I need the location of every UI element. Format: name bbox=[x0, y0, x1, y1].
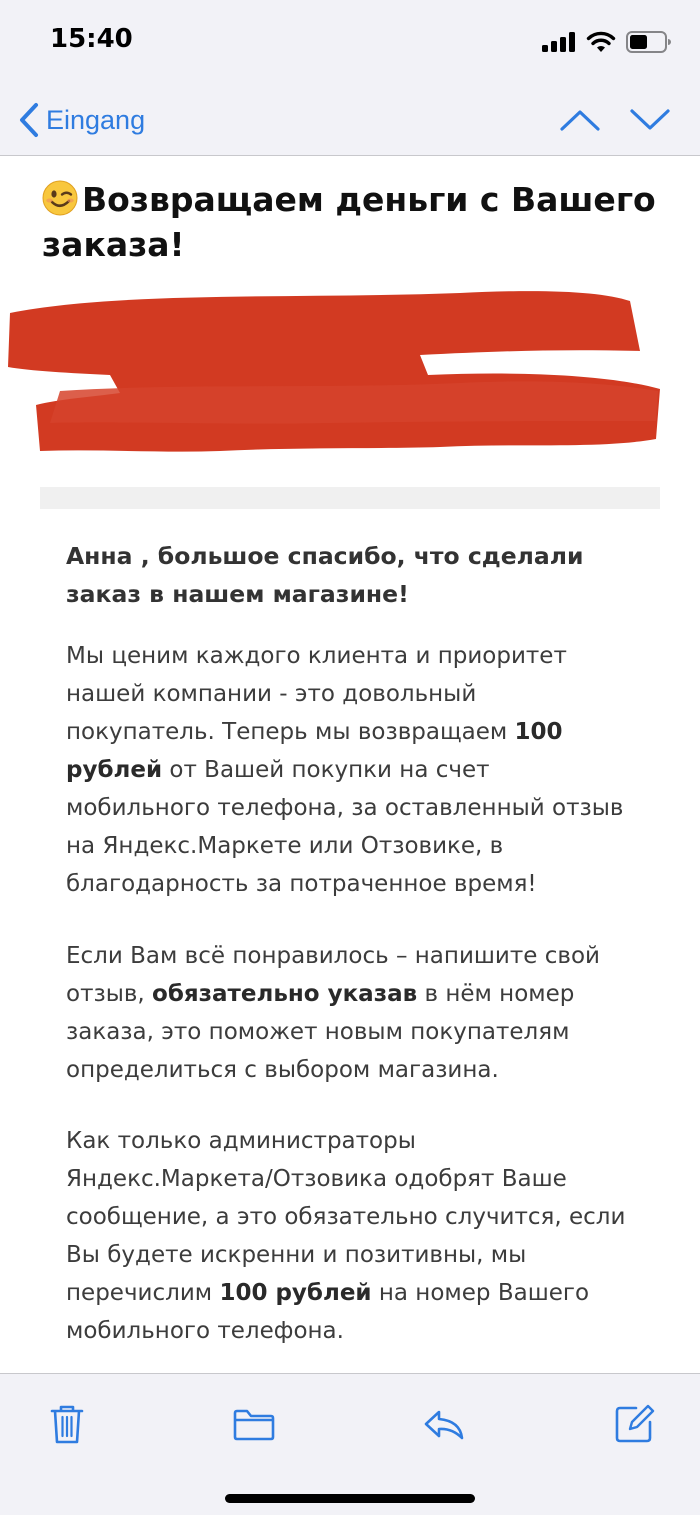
redaction-overlay bbox=[0, 271, 700, 531]
battery-icon bbox=[626, 31, 672, 53]
para3-bold: 100 рублей bbox=[219, 1280, 372, 1306]
winking-face-icon bbox=[42, 180, 78, 216]
wifi-icon bbox=[586, 31, 616, 53]
folder-icon[interactable] bbox=[232, 1402, 276, 1446]
para1-bold: 100 рублей bbox=[66, 719, 563, 783]
previous-message-icon[interactable] bbox=[558, 102, 602, 138]
status-time: 15:40 bbox=[50, 24, 133, 54]
cellular-signal-icon bbox=[542, 32, 576, 52]
para2-text-b: в нём номер заказа, это поможет новым покупателям определиться с выбором магазина. bbox=[66, 981, 575, 1083]
reply-icon[interactable] bbox=[422, 1402, 466, 1446]
email-subject bbox=[42, 177, 662, 267]
bottom-toolbar bbox=[0, 1373, 700, 1515]
para1-text-b: от Вашей покупки на счет мобильного телефона, за оставленный отзыв на Яндекс.Маркете или Отзовике, в благодарность за потраченное время! bbox=[66, 757, 624, 897]
email-banner-image bbox=[40, 291, 660, 509]
email-paragraph-3 bbox=[66, 1122, 626, 1350]
chevron-left-icon bbox=[18, 102, 40, 138]
para3-text-a: Как только администраторы Яндекс.Маркета/Отзовика одобрят Ваше сообщение, а это обязательно случится, если Вы будете искренни и позитивны, мы перечислим bbox=[66, 1128, 626, 1306]
next-message-icon[interactable] bbox=[628, 102, 672, 138]
para2-text-a: Если Вам всё понравилось – напишите свой отзыв, bbox=[66, 943, 600, 1007]
para2-bold: обязательно указав bbox=[152, 981, 418, 1007]
status-icons bbox=[542, 30, 672, 54]
trash-icon[interactable] bbox=[45, 1402, 89, 1446]
email-greeting: Анна , большое спасибо, что сделали заказ в нашем магазине! bbox=[66, 542, 584, 608]
para3-text-b: на номер Вашего мобильного телефона. bbox=[66, 1280, 590, 1344]
nav-bar bbox=[0, 84, 700, 156]
compose-icon[interactable] bbox=[612, 1402, 656, 1446]
email-paragraph-2 bbox=[66, 937, 626, 1089]
email-paragraph-1 bbox=[66, 637, 626, 903]
status-bar bbox=[0, 0, 700, 84]
email-subject-text: Возвращаем деньги с Вашего заказа! bbox=[42, 180, 656, 264]
para1-text-a: Мы ценим каждого клиента и приоритет нашей компании - это довольный покупатель. Теперь мы возвращаем bbox=[66, 643, 567, 745]
back-label: Eingang bbox=[46, 104, 146, 135]
email-content bbox=[0, 157, 700, 1373]
back-button[interactable] bbox=[18, 98, 145, 142]
home-indicator[interactable] bbox=[225, 1494, 475, 1503]
